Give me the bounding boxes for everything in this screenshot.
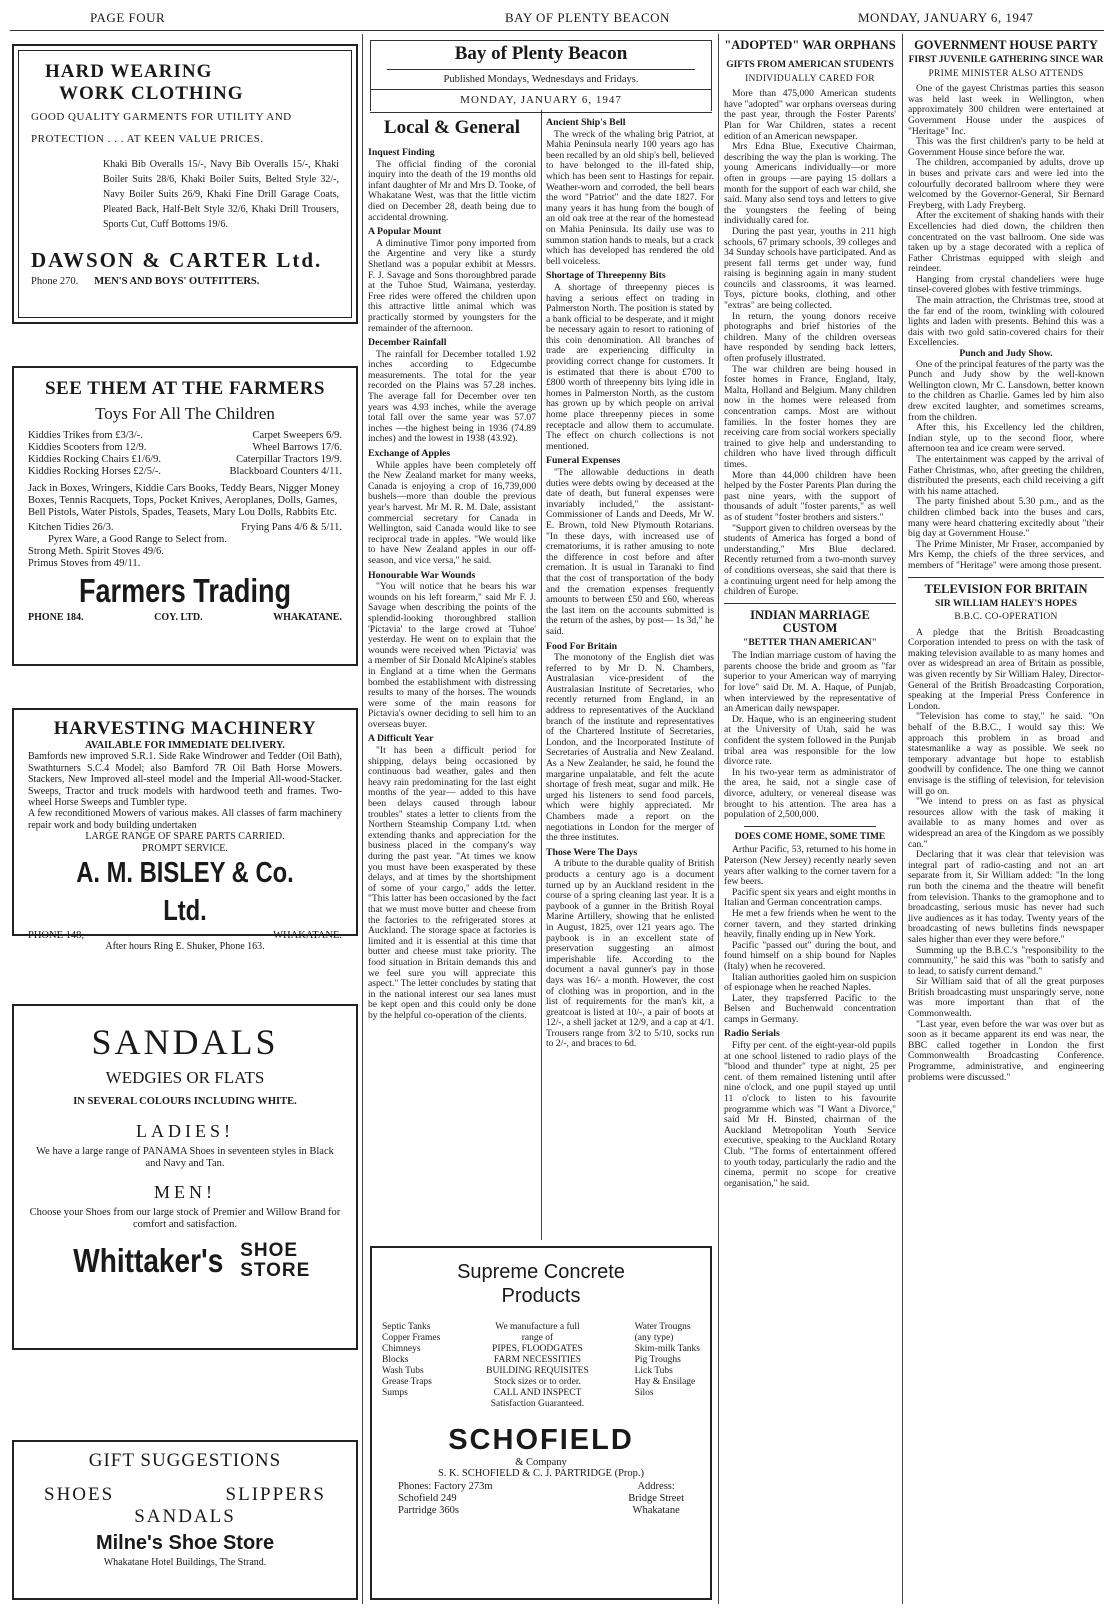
article-paragraph: A pledge that the British Broadcasting Corporation intended to press on with the task of making television available to as many homes and over as widespread an area of Britain as possible, was given recently by Sir William Haley, Director-General of the British Broadcasting Corporation, speaking at the Imperial Press Conference in London. — [908, 626, 1104, 712]
ad-heading: Supreme Concrete — [457, 1261, 625, 1283]
ad-items: Khaki Bib Overalls 15/-, Navy Bib Overalls 15/-, Khaki Boiler Suits 28/6, Khaki Boiler Suits, Belted Style 32/-, Navy Boiler Suits 26/9, Khaki Fine Drill Garage Coats, Pleated Back, Half-Belt Style 32/6, Khaki Drill Trousers, Sports Cut, Cuff Bottoms 19/6. — [103, 159, 339, 230]
schofield-ad — [370, 1246, 712, 1600]
ad-subheading: WEDGIES OR FLATS — [105, 1068, 265, 1087]
article-body — [908, 84, 1104, 349]
ad-line: Address: — [637, 1481, 675, 1492]
news-text: The rainfall for December totalled 1.92 inches according to Edgecumbe measurements. The total for the year recorded on the Plains was 57.28 inches. The average fall for December over ten years was 4.93 inches, while the average total fall over the same year was 57.07 inches —the highest being in 1936 (74.89 inches) and the lowest in 1938 (43.92). — [368, 348, 536, 445]
news-text: A tribute to the durable quality of British products a century ago is a document turned up by an Auckland resident in the course of a spring cleaning last year. It is a paybook of a gunner in the British Royal Marine Artillery, showing that he enlisted in August, 1825, over 121 years ago. The paybook is in an excellent state of preservation suggesting an almost imperishable life. According to the document a naval gunner's pay in those days was 16/- a month. However, the cost of clothing was in proportion, and in the list of requirements for the man's kit, a greatcoat is listed at 10/-, a pair of boots at 12/-, a shell jacket at 12/9, and a cap at 4/1. Trousers range from 3/2 to 5/10, socks run to 2/-, and braces to 6d. — [546, 858, 714, 1050]
article-paragraph: Pacific spent six years and eight months in Italian and German concentration camps. — [724, 886, 896, 909]
ad-line: Copper Frames — [382, 1333, 441, 1343]
news-text: The official finding of the coronial inquiry into the death of the 19 months old infant daughter of Mr and Mrs D. Tooke, of Whakatane West, was that the little victim died on December 28, death being due to accidental drowning. — [368, 158, 536, 223]
news-text: A shortage of threepenny pieces is having a serious effect on trading in Palmerston North. The position is stated by a bank official to be desperate, and it might be necessary again to resort to rationing of this coin denomination. All branches of trade are experiencing difficulty in providing correct change for customers. It is estimated that there is about £700 to £800 worth of threepenny bits lying idle in homes in Palmerston North, as the custom has grown up by which people on arrival home place threepenny pieces in some receptacle and allow them to accumulate. The effect on church collections is not mentioned. — [546, 281, 714, 452]
whittaker-ad — [12, 1004, 358, 1350]
ad-text: STORE — [240, 1260, 311, 1281]
article-subhead: "BETTER THAN AMERICAN" — [743, 637, 877, 648]
ad-line: Septic Tanks — [382, 1322, 431, 1332]
ad-line: BUILDING REQUISITES — [486, 1366, 589, 1376]
news-headline: A Difficult Year — [368, 733, 434, 745]
ad-phone: PHONE 148, — [28, 930, 85, 942]
article-paragraph: "We intend to press on as fast as physical resources allow with the task of making it available to as many homes and over as widespread an area of the Kingdom as we possibly can." — [908, 796, 1104, 850]
news-headline: Those Were The Days — [546, 846, 638, 858]
article-paragraph: The Prime Minister, Mr Fraser, accompanied by Mrs Kemp, the chiefs of the three services, and members of "Heritage" were among those present. — [908, 538, 1104, 571]
header-date: MONDAY, JANUARY 6, 1947 — [858, 10, 1034, 25]
news-headline: Funeral Expenses — [546, 455, 621, 467]
column-rule — [541, 110, 542, 1240]
product-list — [382, 1322, 440, 1410]
local-general-column — [368, 114, 536, 1239]
article-subhead: B.B.C. CO-OPERATION — [954, 612, 1058, 623]
ad-text: Bamfords new improved S.R.1. Side Rake Windrower and Tedder (Oil Bath), Swathturners S.C.4 Model; also Bamford 7R Oil Bath Horse Mowers. Stackers, New Improved all-steel model and the Imperial All-wood-Stacker. Sweeps, Tractor and truck models with hardwood teeth and frames. Two-wheel Horse Sweeps and Tumbler type. — [28, 751, 342, 809]
ad-text: GOOD QUALITY GARMENTS FOR UTILITY AND — [31, 111, 292, 123]
ad-text: Jack in Boxes, Wringers, Kiddie Cars Books, Teddy Bears, Nigger Money Boxes, Tennis Racquets, Tops, Pocket Knives, Aeroplanes, Dolls, Games, Bell Pistols, Water Pistols, Spades, Teasets, Mary Lou Dolls, Rabbits Etc. — [28, 483, 340, 518]
article-body — [908, 360, 1104, 572]
article-paragraph: Pacific "passed out" during the bout, and found himself on a ship bound for Naples (Italy) when he recovered. — [724, 939, 896, 972]
article-paragraph: More than 44,000 children have been helped by the Foster Parents Plan during the past nine years, with the support of thousands of adult "foster parents," as well as of student "foster brothers and sisters." — [724, 469, 896, 523]
news-text: While apples have been completely off the New Zealand market for many weeks, Canada is enjoying a crop of 16,739,000 bushels—more than double the previous year's harvest. Mr M. R. M. Dale, assistant commercial secretary for Canada in Wellington, said Canada would like to see reciprocal trade in apples. "We would like to have New Zealand apples in our off-season, and vice versa," he said. — [368, 459, 536, 566]
article-body — [724, 845, 896, 1025]
ad-text: WHAKATANE. — [273, 612, 342, 623]
column-rule — [362, 34, 363, 1604]
article-paragraph: Hanging from crystal chandeliers were huge tinsel-covered globes with festive trimmings. — [908, 273, 1104, 296]
column-four — [724, 36, 896, 1604]
ad-firm: DAWSON & CARTER Ltd. — [31, 248, 323, 272]
news-text: "You will notice that he bears his war wounds on his left forearm," said Mr F. J. Savage when describing the points of the splendid-looking thoroughbred stallion 'Pictavia' to the large crowd at 'Tuhoe' yesterday. He went on to explain that the wounds were received when 'Pictavia' was a member of Sir Donald McAlpine's stables in England at a time when the Germans bombed the establishment with distressing results to many of the horses. The wounds were some of the main reasons for Pictavia's owner deciding to sell him to an overseas buyer. — [368, 581, 536, 730]
ad-line: Chimneys — [382, 1344, 421, 1354]
ad-line: range of — [521, 1333, 554, 1343]
article-paragraph: The entertainment was capped by the arrival of Father Christmas, who, after greeting the children, distributed the presents, each child receiving a gift with his name attached. — [908, 453, 1104, 497]
ad-line: Stock sizes or to order. — [494, 1377, 581, 1387]
article-body — [724, 651, 896, 821]
ad-line: Schofield 249 — [398, 1493, 457, 1504]
price-item: Blackboard Counters 4/11. — [229, 466, 342, 477]
ad-heading: WORK CLOTHING — [59, 83, 244, 104]
ad-line: Lick Tubs — [634, 1366, 673, 1376]
article-body — [908, 628, 1104, 1084]
newspaper-title: BAY OF PLENTY BEACON — [505, 10, 670, 25]
ad-text: SLIPPERS — [225, 1484, 326, 1505]
masthead-title: Bay of Plenty Beacon — [454, 43, 628, 64]
news-text: The monotony of the English diet was referred to by Mr D. N. Chambers, Australasian vice-president of the Australasian Institute of Secretaries, who recently returned from England, in an address to representatives of the Auckland branch of the institute and representatives of the Chartered Institute of Secretaries, London, and the Incorporated Institute of Secretaries of Australia and New Zealand. As a New Zealander, he said, he found the margarine unpalatable, and felt the acute shortage of fresh meat, sugar and milk. He urged his listeners to send food parcels, which were highly appreciated. Mr Chambers made a report on the negotiations in London for the merger of the three institutes. — [546, 652, 714, 844]
ad-text: LARGE RANGE OF SPARE PARTS CARRIED. — [85, 831, 285, 843]
article-paragraph: Arthur Pacific, 53, returned to his home in Paterson (New Jersey) recently nearly seven years after walking to the corner tavern for a few beers. — [724, 844, 896, 888]
news-headline: A Popular Mount — [368, 226, 442, 238]
article-subhead: GIFTS FROM AMERICAN STUDENTS — [726, 60, 894, 70]
ad-firm: SCHOFIELD — [448, 1424, 634, 1456]
ad-text: IN SEVERAL COLOURS INCLUDING WHITE. — [73, 1096, 297, 1107]
local-general-continued — [546, 114, 714, 1239]
article-paragraph: The children, accompanied by adults, drove up in buses and private cars and were led into the colourfully decorated ballroom where they were welcomed by the Governor-General, Sir Bernard Freyberg, with Lady Freyberg. — [908, 157, 1104, 211]
article-paragraph: Sir William said that of all the great purposes British broadcasting must unsparingly serve, none was more important than that of the Commonwealth. — [908, 976, 1104, 1020]
ad-text: S. K. SCHOFIELD & C. J. PARTRIDGE (Prop.) — [437, 1468, 645, 1479]
column-rule — [902, 34, 903, 1604]
ad-line: Partridge 360s — [398, 1505, 459, 1516]
news-headline: Honourable War Wounds — [368, 569, 476, 581]
ad-text: Primus Stoves from 49/11. — [28, 558, 141, 569]
toy-price-list — [28, 430, 342, 478]
ad-phone: PHONE 184. — [28, 612, 84, 623]
milne-ad — [12, 1440, 358, 1600]
farmers-trading-ad — [12, 366, 358, 666]
ad-line: Whakatane — [632, 1505, 680, 1516]
article-paragraph: "Television has come to stay," he said. "On behalf of the B.B.C., I would say this: We approach this problem in as broad and statesmanlike a way as possible. We seek no temporary advantage but hope to establish goodwill by confidence. The one thing we cannot envisage is the stifling of television, for television will go on. — [908, 711, 1104, 797]
publication-schedule: Published Mondays, Wednesdays and Fridays. — [443, 74, 639, 85]
price-item: Kiddies Trikes from £3/3/-. — [28, 430, 143, 441]
masthead-rule — [370, 112, 712, 113]
ad-text: SHOE — [240, 1240, 299, 1261]
ad-heading: HARVESTING MACHINERY — [53, 718, 317, 739]
news-headline: Shortage of Threepenny Bits — [546, 270, 666, 282]
column-five — [908, 36, 1104, 1604]
ad-tagline: MEN'S AND BOYS' OUTFITTERS. — [94, 276, 260, 287]
ad-firm: Whittaker's — [72, 1242, 223, 1279]
ad-text: Frying Pans 4/6 & 5/11. — [241, 522, 342, 533]
article-paragraph: More than 475,000 American students have "adopted" war orphans overseas during the past year, through the Foster Parents' Plan for War Children, states a recent edition of an American newspaper. — [724, 88, 896, 142]
article-paragraph: The war children are being housed in foster homes in France, England, Italy, Malta, Holland and Belgium. Many children now in the homes were released from concentration camps. Most are without families. In the foster homes they are receiving care from social workers specially trained to give help and understanding to children who have lived through difficult times. — [724, 363, 896, 470]
page-header — [0, 6, 1114, 28]
article-paragraph: During the past year, youths in 211 high schools, 67 primary schools, 39 colleges and 34 Sunday schools have participated. And as present fall terms get under way, fund raising is beginning again in many student councils and classrooms, it was learned. Toys, picture books, clothing, and other "extras" are being collected. — [724, 225, 896, 312]
article-body: Fifty per cent. of the eight-year-old pupils at one school listened to radio plays of the "blood and thunder" type at night, 25 per cent. of them remained listening until after nine o'clock, and one pupil stayed up until 11 o'clock to listen to his favourite programme which was "I Want a Divorce," said Mr H. Binsted, chairman of the Auckland Metropolitan Youth Service executive, speaking to the Auckland Rotary Club. "The forms of entertainment offered to youth today, particularly the radio and the cinema, permit no scope for creative organisation," he said. — [724, 1040, 896, 1189]
ad-subheading: Toys For All The Children — [95, 404, 275, 423]
ad-line: Phones: Factory 273m — [398, 1481, 493, 1492]
news-text: The wreck of the whaling brig Patriot, at Mahia Peninsula nearly 100 years ago has been recalled by an old ship's bell, believed to have belonged to the ill-fated ship, which has been sent to Hastings for repair. Weather-worn and corroded, the bell bears the word "Patriot" and the date 1827. For many years it has hung from the bough of an old oak tree at the rear of the homestead on Mahia Peninsula. Its daily use was to summon station hands to meals, but a crack which has developed has rendered the old bell voiceless. — [546, 128, 714, 267]
news-headline: Exchange of Apples — [368, 448, 451, 460]
article-subhead: FIRST JUVENILE GATHERING SINCE WAR — [908, 55, 1104, 65]
ad-line: Sumps — [382, 1388, 408, 1398]
article-headline: "ADOPTED" WAR ORPHANS — [724, 38, 896, 52]
ad-text: SHOES — [44, 1484, 115, 1505]
ad-line: Blocks — [382, 1355, 409, 1365]
ad-text: Strong Meth. Spirit Stoves 49/6. — [28, 546, 164, 557]
ad-line: PIPES, FLOODGATES — [492, 1344, 583, 1354]
ad-text: After hours Ring E. Shuker, Phone 163. — [105, 941, 265, 953]
ad-line: Water Trougns — [634, 1322, 691, 1332]
article-paragraph: Dr. Haque, who is an engineering student at the University of Utah, said he was confident the system followed in the Punjab tribal area was responsible for the low divorce rate. — [724, 713, 896, 768]
article-paragraph: The Indian marriage custom of having the parents choose the bride and groom as "far superior to your American way of marrying for love" said Dr. M. A. Haque, of Punjab, when interviewed by the representative of an American daily newspaper. — [724, 650, 896, 715]
ad-address: Whakatane Hotel Buildings, The Strand. — [103, 1557, 267, 1568]
section-title: Local & General — [383, 117, 521, 138]
ad-line: FARM NECESSITIES — [493, 1355, 582, 1365]
ad-text: COY. LTD. — [154, 612, 203, 623]
ad-text: A few reconditioned Mowers of various makes. All classes of farm machinery repair work and body building undertaken — [28, 808, 342, 831]
article-subhead: SIR WILLIAM HALEY'S HOPES — [934, 598, 1078, 609]
news-headline: Food For Britain — [546, 640, 618, 652]
ad-line: Pig Troughs — [634, 1355, 681, 1365]
price-item: Kiddies Rocking Horses £2/5/-. — [28, 466, 161, 477]
article-paragraph: After the excitement of shaking hands with their Excellencies had died down, the children then concentrated on the vast ballroom. One side was taken up by a stage decorated with a replica of Father Christmas equipped with sleigh and reindeer. — [908, 210, 1104, 275]
article-subhead: INDIVIDUALLY CARED FOR — [745, 73, 875, 84]
ad-line: (any type) — [634, 1333, 674, 1343]
product-list — [635, 1322, 700, 1410]
price-item: Kiddies Rocking Chairs £1/6/9. — [28, 454, 161, 465]
ad-text: AVAILABLE FOR IMMEDIATE DELIVERY. — [85, 740, 285, 751]
ad-text: We have a large range of PANAMA Shoes in seventeen styles in Black and Navy and Tan. — [36, 1146, 334, 1169]
ad-text: PROMPT SERVICE. — [142, 842, 228, 854]
price-item: Carpet Sweepers 6/9. — [252, 430, 342, 441]
ad-heading: GIFT SUGGESTIONS — [88, 1450, 282, 1471]
address-list — [628, 1481, 684, 1517]
ad-heading: SEE THEM AT THE FARMERS — [44, 378, 326, 399]
news-headline: December Rainfall — [368, 337, 447, 349]
price-item: Caterpillar Tractors 19/9. — [236, 454, 342, 465]
ad-line: Hay & Ensilage — [634, 1377, 696, 1387]
ad-heading: Products — [501, 1285, 581, 1307]
article-body — [724, 89, 896, 598]
price-item: Kiddies Scooters from 12/9. — [28, 442, 147, 453]
page-number: PAGE FOUR — [90, 10, 166, 25]
news-headline: Ancient Ship's Bell — [546, 117, 626, 128]
ad-text: LADIES! — [136, 1121, 234, 1141]
ad-text: MEN! — [154, 1182, 216, 1202]
ad-text: Choose your Shoes from our large stock of Premier and Willow Brand for comfort and satisfaction. — [29, 1207, 341, 1230]
news-items — [368, 148, 536, 1022]
bisley-ad — [12, 708, 358, 953]
product-list — [486, 1322, 589, 1410]
article-paragraph: In his two-year term as administrator of the area, he said, not a single case of divorce, adultery, or venereal disease was brought to his attention. The area has a population of 2,500,000. — [724, 766, 896, 821]
article-paragraph: The main attraction, the Christmas tree, stood at the far end of the room, twinkling with coloured lights and laden with presents. Behind this was a dais with two gold satin-covered chairs for their Excellencies. — [908, 295, 1104, 349]
ad-text: SANDALS — [134, 1506, 236, 1527]
ad-line: Bridge Street — [628, 1493, 684, 1504]
article-paragraph: The party finished about 5.30 p.m., and as the children climbed back into the buses and cars, many were heard chattering excitedly about "their big day at Government House." — [908, 496, 1104, 540]
ad-text: WHAKATANE. — [273, 930, 342, 942]
ad-line: Satisfaction Guaranteed. — [490, 1399, 585, 1409]
masthead-date: MONDAY, JANUARY 6, 1947 — [460, 94, 622, 106]
article-paragraph: "Last year, even before the war was over but as soon as it became apparent its end was near, the BBC called together in London the first Commonwealth Broadcasting Conference. Programme, administrative, and engineering problems were discussed." — [908, 1018, 1104, 1083]
phone-list — [398, 1481, 493, 1517]
ad-text: PROTECTION . . . AT KEEN VALUE PRICES. — [31, 133, 264, 145]
article-headline: DOES COME HOME, SOME TIME — [734, 831, 886, 842]
ad-line: Skim-milk Tanks — [634, 1344, 700, 1354]
ad-phone: Phone 270. — [31, 276, 79, 287]
article-paragraph: Summing up the B.B.C.'s "responsibility to the community," he said this was "both to satisfy and to lead, to satisfy current demand." — [908, 944, 1104, 977]
ad-text: & Company — [515, 1457, 567, 1468]
ad-firm: Milne's Shoe Store — [95, 1532, 275, 1554]
ad-line: Grease Traps — [382, 1377, 432, 1387]
article-paragraph: Italian authorities gaoled him on suspicion of espionage when he reached Naples. — [724, 971, 896, 994]
header-rule — [10, 30, 1104, 31]
article-headline: TELEVISION FOR BRITAIN — [924, 581, 1088, 596]
article-paragraph: In return, the young donors receive photographs and brief histories of the children. Many of the children overseas have responded by sending back letters, often profusely illustrated. — [724, 310, 896, 365]
dawson-carter-ad — [12, 44, 358, 324]
ad-text: Pyrex Ware, a Good Range to Select from. — [48, 534, 227, 545]
article-headline: Radio Serials — [724, 1028, 780, 1040]
news-items — [546, 118, 714, 1050]
ad-line: We manufacture a full — [495, 1322, 580, 1332]
article-paragraph: After this, his Excellency led the children, Indian style, up to the second floor, where afternoon tea and ice cream were served. — [908, 422, 1104, 455]
ad-line: Silos — [634, 1388, 654, 1398]
ad-firm: A. M. BISLEY & Co. Ltd. — [76, 857, 294, 928]
article-paragraph: Declaring that it was clear that television was integral part of radio-casting and not an art separate from it, Sir William added: "In the long run both the cinema and the theatre will benefit from television. Thanks to the gramophone and to broadcasting, serious music has never had such live audiences as it has today. Twenty years of the broadcasting of news bulletins finds newspaper sales higher than ever they were before." — [908, 849, 1104, 945]
article-paragraph: He met a few friends when he went to the corner tavern, and they started drinking heavily, finally ending up in New York. — [724, 907, 896, 941]
article-paragraph: "Support given to children overseas by the students of America has forged a bond of understanding," Mrs Blue declared. Recently returned from a two-month survey of conditions overseas, she said that there is a continuing urgent need for help among the children of Europe. — [724, 522, 896, 598]
ad-line: CALL AND INSPECT — [493, 1388, 582, 1398]
article-paragraph: Later, they trapsferred Pacific to the Belsen and Buchenwald concentration camps in Germany. — [724, 992, 896, 1025]
ad-line: Wash Tubs — [382, 1366, 424, 1376]
ad-text: Kitchen Tidies 26/3. — [28, 522, 114, 533]
article-crosshead: Punch and Judy Show. — [959, 348, 1053, 360]
ad-heading: HARD WEARING — [45, 61, 213, 82]
column-rule — [718, 34, 719, 1604]
masthead — [370, 40, 712, 112]
article-paragraph: This was the first children's party to be held at Government House since before the war. — [908, 136, 1104, 158]
news-text: "The allowable deductions in death duties were debts owing by deceased at the date of death, but funeral expenses were invariably included," the assistant-Commissioner of Lands and Deeds, Mr W. E. Brown, told New Plymouth Rotarians. "In these days, with increased use of crematoriums, it is rather amusing to note the difference in cost before and after cremation. It is usual in Taranaki to find that the cost of transportation of the body and the cremation expenses frequently amounts to between £50 and £60, whereas the last item on the accounts submitted is the return of the ashes, by post— 1s 3d," he said. — [546, 467, 714, 637]
article-paragraph: One of the gayest Christmas parties this season was held last week in Wellington, when approximately 300 children were entertained at Government House under the auspices of "Heritage" Inc. — [908, 83, 1104, 137]
ad-heading: SANDALS — [91, 1022, 279, 1062]
news-headline: Inquest Finding — [368, 147, 435, 158]
ad-firm: Farmers Trading — [78, 572, 292, 609]
price-item: Wheel Barrows 17/6. — [252, 442, 342, 453]
news-text: A diminutive Timor pony imported from the Argentine and very like a sturdy Shetland was a popular exhibit at Messrs. F. J. Savage and Sons thoroughbred parade at the Tuhoe Stud, Waimana, yesterday. Free rides were offered the children upon this attractive little animal which was practically stormed by youngsters for the remainder of the afternoon. — [368, 237, 536, 334]
article-subhead: PRIME MINISTER ALSO ATTENDS — [928, 68, 1084, 79]
article-headline: GOVERNMENT HOUSE PARTY — [914, 38, 1098, 52]
article-headline: INDIAN MARRIAGE CUSTOM — [750, 607, 870, 635]
article-paragraph: Mrs Edna Blue, Executive Chairman, describing the way the plan is working. The young Americans individually—or more often in groups —are paying 15 dollars a month for the support of each war child, she said. Many also send toys and letters to give the youngsters the feeling of being individually cared for. — [724, 141, 896, 227]
article-paragraph: One of the principal features of the party was the Punch and Judy show by the well-known Wellington clown, Mr C. Lansdown, better known to the children as Charlie. Games led by him also drew excited laughter, and sometimes screams, from the children. — [908, 358, 1104, 423]
news-text: "It has been a difficult period for shipping, delays being occasioned by continuous bad weather, gales and then heavy rain predominating for the last eight months of the year— added to this have been delays caused through labour troubles" states a letter to clients from the Northern Steamship Company Ltd. when extending thanks and appreciation for the business placed in the company's way during the past year. "At times we know you must have been exasperated by these delays, and at times by the shortshipment of some of your cargo," adds the letter. "This latter has been occasioned by the fact that we must move butter and cheese from the factories to the refrigerated stores at Auckland. The storage space at factories is limited and it is essential at this time that butter and cheese must take priority. The food situation in Britain demands this and we feel sure you will appreciate this aspect." The letter concludes by stating that in the national interest our sea lanes must be kept open and this could only be done by the helpful co-operation of the clients. — [368, 745, 536, 1021]
